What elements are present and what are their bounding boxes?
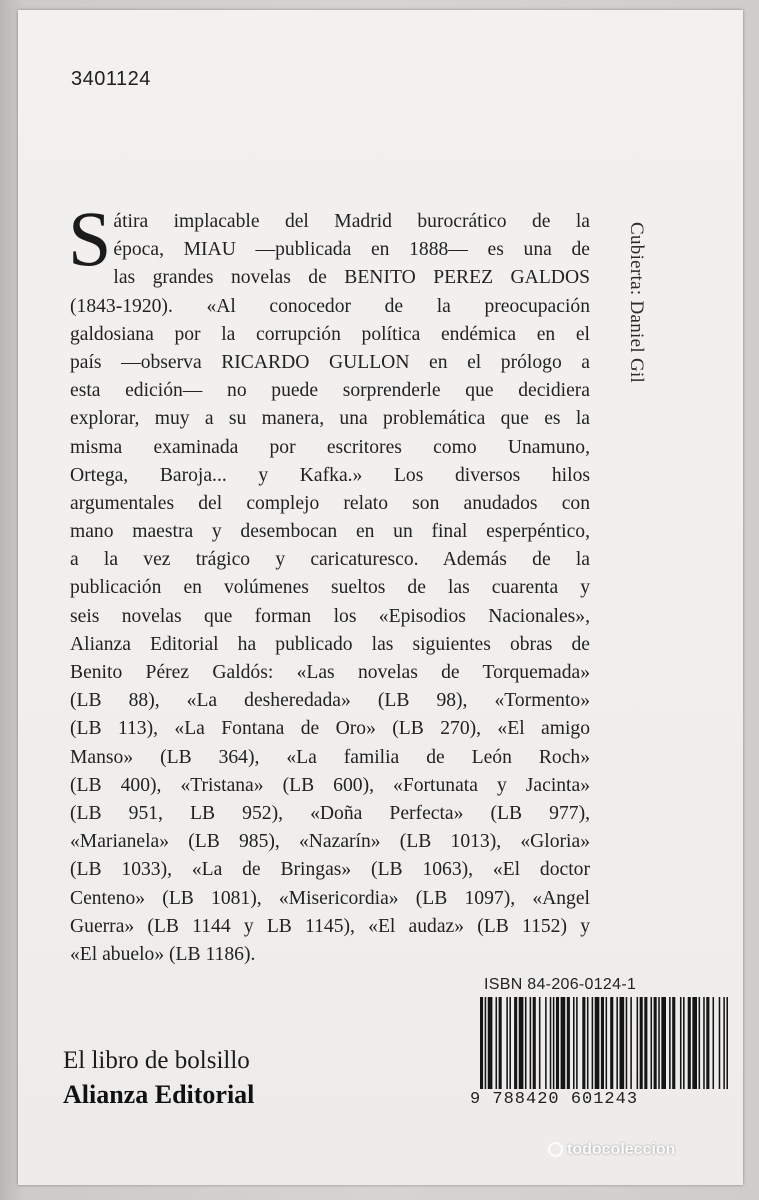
barcode-bar: [654, 997, 657, 1089]
blurb-line: país —observa RICARDO GULLON en el prólogo a: [70, 351, 590, 373]
barcode-bar: [606, 997, 608, 1089]
barcode-bar: [592, 997, 594, 1089]
blurb-line: (LB 1033), «La de Bringas» (LB 1063), «El doctor: [70, 859, 590, 881]
series-imprint: El libro de bolsillo: [63, 1047, 250, 1074]
barcode-bar: [480, 997, 483, 1089]
watermark-logo-icon: [548, 1142, 563, 1157]
watermark: [548, 1141, 675, 1159]
barcode-bar: [556, 997, 559, 1089]
barcode-bar: [661, 997, 666, 1089]
barcode-bar: [567, 997, 570, 1089]
drop-cap: S: [68, 195, 112, 282]
blurb-line: átira implacable del Madrid burocrático de la: [113, 211, 590, 232]
barcode-bar: [706, 997, 709, 1089]
barcode-bar: [630, 997, 632, 1089]
barcode-bar: [573, 997, 575, 1089]
blurb-text: [68, 195, 590, 969]
blurb-line: mano maestra y desembocan en un final esperpéntico,: [70, 521, 590, 543]
barcode-bar: [713, 997, 715, 1089]
catalog-number: 3401124: [71, 68, 151, 90]
blurb-line: Alianza Editorial ha publicado las siguientes obras de: [70, 633, 590, 655]
barcode-bar: [699, 997, 701, 1089]
barcode-bar: [651, 997, 653, 1089]
barcode-bar: [488, 997, 493, 1089]
barcode-bar: [601, 997, 604, 1089]
barcode-bar: [550, 997, 552, 1089]
barcode-bar: [587, 997, 589, 1089]
cover-credit: Cubierta: Daniel Gil: [626, 222, 647, 384]
isbn-label: ISBN 84-206-0124-1: [484, 976, 637, 993]
barcode-bar: [509, 997, 511, 1089]
blurb-line: «El abuelo» (LB 1186).: [70, 943, 256, 965]
barcode-bar: [672, 997, 675, 1089]
barcode-bar: [485, 997, 487, 1089]
barcode-bar: [496, 997, 498, 1089]
barcode-bar: [669, 997, 671, 1089]
blurb-line: publicación en volúmenes sueltos de las cuarenta y: [70, 577, 590, 599]
barcode-bar: [499, 997, 502, 1089]
barcode-bar: [719, 997, 721, 1089]
barcode-bar: [533, 997, 536, 1089]
barcode-bar: [506, 997, 508, 1089]
barcode-bar: [620, 997, 625, 1089]
barcode-bar: [582, 997, 585, 1089]
blurb-line: misma examinada por escritores como Unamuno,: [70, 436, 590, 458]
blurb-line: seis novelas que forman los «Episodios Nacionales»,: [70, 605, 590, 627]
barcode-bar: [658, 997, 660, 1089]
blurb-line: Centeno» (LB 1081), «Misericordia» (LB 1097), «Angel: [70, 887, 590, 909]
barcode-bar: [723, 997, 725, 1089]
blurb-line: (LB 400), «Tristana» (LB 600), «Fortunata y Jacinta»: [70, 774, 590, 796]
barcode-bar: [644, 997, 647, 1089]
barcode-bar: [688, 997, 691, 1089]
barcode-bar: [530, 997, 532, 1089]
barcode-bar: [726, 997, 728, 1089]
barcode-bar: [703, 997, 705, 1089]
barcode-bar: [683, 997, 685, 1089]
barcode-bar: [692, 997, 697, 1089]
barcode-bar: [640, 997, 643, 1089]
blurb-line: «Marianela» (LB 985), «Nazarín» (LB 1013), «Gloria»: [70, 831, 590, 853]
barcode-bar: [545, 997, 547, 1089]
blurb-line: (LB 951, LB 952), «Doña Perfecta» (LB 977),: [70, 802, 590, 824]
barcode-bar: [519, 997, 524, 1089]
barcode-bar: [514, 997, 517, 1089]
barcode-bar: [595, 997, 600, 1089]
barcode-bar: [539, 997, 541, 1089]
barcode-bar: [626, 997, 628, 1089]
barcode-bar: [637, 997, 639, 1089]
watermark-text: todocoleccion: [567, 1141, 676, 1158]
barcode: [480, 997, 728, 1089]
blurb-line: época, MIAU —publicada en 1888— es una de: [113, 239, 590, 261]
blurb-line: a la vez trágico y caricaturesco. Además de la: [70, 549, 590, 571]
barcode-bar: [680, 997, 682, 1089]
blurb-line: las grandes novelas de BENITO PEREZ GALDOS: [113, 267, 590, 289]
barcode-bar: [525, 997, 527, 1089]
barcode-bar: [610, 997, 613, 1089]
blurb-line: (LB 88), «La desheredada» (LB 98), «Tormento»: [70, 690, 590, 712]
publisher-name: Alianza Editorial: [63, 1080, 255, 1109]
blurb-line: (1843-1920). «Al conocedor de la preocupación: [70, 295, 590, 317]
barcode-bar: [576, 997, 578, 1089]
blurb-line: Benito Pérez Galdós: «Las novelas de Torquemada»: [70, 662, 590, 683]
blurb-line: esta edición— no puede sorprenderle que decidiera: [70, 380, 590, 402]
barcode-bar: [616, 997, 618, 1089]
blurb-line: Manso» (LB 364), «La familia de León Roch»: [70, 746, 590, 768]
blurb-line: galdosiana por la corrupción política endémica en el: [70, 323, 590, 345]
ean-digits: 9 788420 601243: [470, 1090, 639, 1109]
barcode-bar: [561, 997, 566, 1089]
blurb-line: Guerra» (LB 1144 y LB 1145), «El audaz» (LB 1152) y: [70, 915, 590, 937]
blurb-line: argumentales del complejo relato son anudados con: [70, 492, 590, 514]
blurb-line: (LB 113), «La Fontana de Oro» (LB 270), «El amigo: [70, 718, 590, 740]
blurb-line: explorar, muy a su manera, una problemática que es la: [70, 408, 590, 430]
blurb-line: Ortega, Baroja... y Kafka.» Los diversos hilos: [70, 464, 590, 486]
barcode-bar: [553, 997, 555, 1089]
